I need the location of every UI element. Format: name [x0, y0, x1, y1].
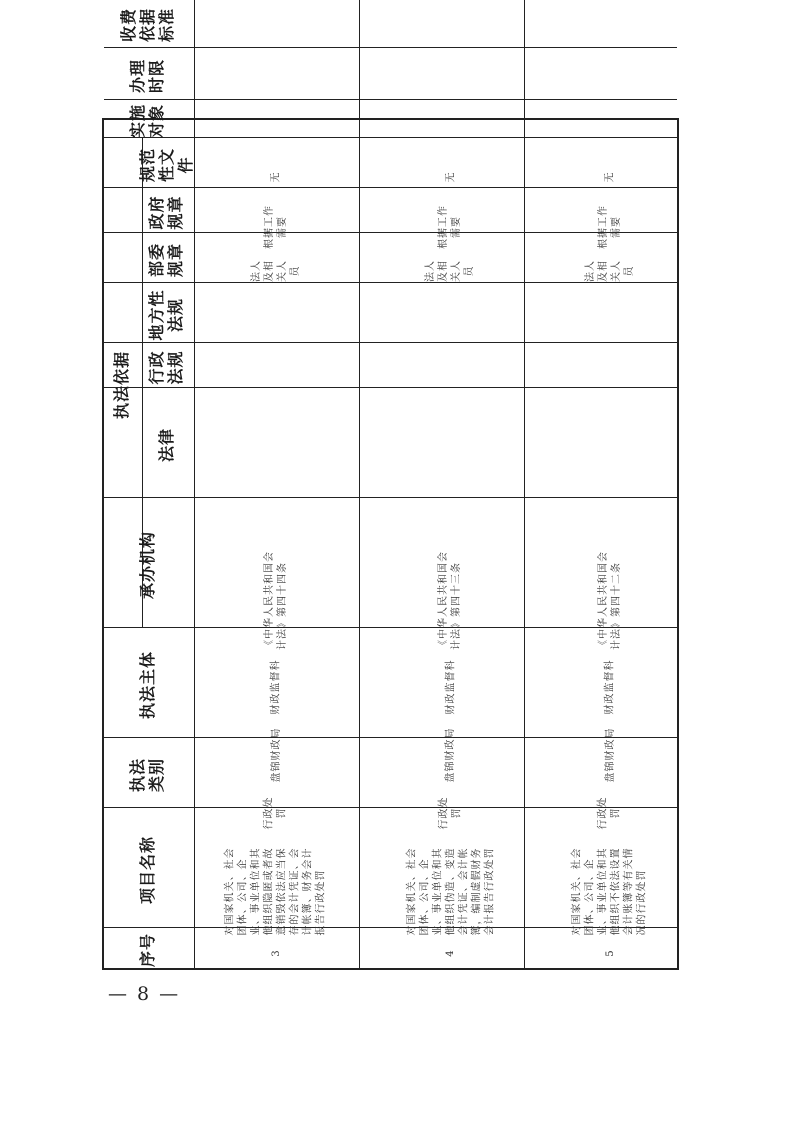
cell-text: 《中华人民共和国会计法》第四十二条	[597, 551, 622, 650]
cell-text: 无	[270, 171, 281, 182]
header-item-name: 项目名称	[137, 836, 157, 905]
cell-target	[357, 252, 543, 290]
header-dept-rule: 部委规章	[147, 243, 185, 278]
cell-text: 财政监督科	[604, 659, 615, 714]
cell-law	[543, 543, 676, 653]
cell-text	[410, 121, 490, 148]
header-category: 执法类别	[128, 758, 166, 793]
cell-target	[194, 252, 357, 290]
cell-text: 行政处罚	[263, 796, 288, 829]
cell-norm-doc	[194, 290, 357, 342]
cell-category	[194, 790, 357, 835]
cell-text	[410, 293, 490, 339]
cell-text: 法人及相关人员	[425, 260, 475, 282]
cell-text: 对国家机关、社会团体、公司、企业、事业单位和其他组织伪造、变造会计凭证、会计帐簿，编制虚假财务会计报告行政处罚	[405, 847, 495, 935]
cell-remark	[357, 118, 543, 151]
cell-text: 行政处罚	[597, 796, 622, 829]
cell-admin-reg	[194, 493, 357, 543]
cell-dept-rule	[194, 391, 357, 437]
cell-time-limit	[543, 202, 676, 252]
cell-text: 无	[604, 171, 615, 182]
cell-local-reg	[194, 437, 357, 493]
cell-text: 3	[270, 949, 281, 957]
cell-text: 根据工作需要	[597, 205, 622, 249]
cell-text: 《中华人民共和国会计法》第四十三条	[438, 551, 462, 650]
cell-text: 盘锦财政局	[444, 727, 456, 783]
cell-fee-basis	[194, 151, 357, 202]
header-gov-rule: 政府规章	[147, 195, 185, 230]
cell-text: 对国家机关、社会团体、公司、企业、事业单位和其他组织隐匿或者故意销毁依法应当保存的会计凭证、会计帐簿、财务会计报告行政处罚	[224, 847, 327, 935]
cell-subject	[543, 720, 676, 790]
cell-category	[543, 790, 676, 835]
cell-text	[236, 293, 316, 339]
cell-text	[570, 394, 650, 434]
cell-item-name	[357, 835, 543, 938]
cell-text: 《中华人民共和国会计法》第四十四条	[263, 551, 288, 650]
cell-remark	[194, 118, 357, 151]
cell-agency	[194, 653, 357, 720]
cell-time-limit	[194, 202, 357, 252]
cell-text	[570, 345, 650, 388]
cell-text: 盘锦财政局	[604, 727, 615, 783]
header-admin-reg: 行政法规	[147, 350, 185, 385]
cell-category	[357, 790, 543, 835]
cell-fee-basis	[357, 151, 543, 202]
header-subject: 执法主体	[137, 651, 157, 720]
cell-dept-rule	[543, 391, 676, 437]
cell-agency	[543, 653, 676, 720]
cell-admin-reg	[543, 493, 676, 543]
cell-item-name	[194, 835, 357, 938]
cell-text: 法人及相关人员	[584, 260, 635, 282]
cell-text	[410, 496, 490, 540]
cell-text: 盘锦财政局	[270, 727, 281, 783]
cell-admin-reg	[357, 493, 543, 543]
cell-text	[570, 121, 650, 148]
cell-text	[570, 440, 650, 490]
cell-local-reg	[357, 437, 543, 493]
cell-text	[410, 394, 490, 434]
header-target: 实施对象	[128, 104, 166, 139]
header-fee-basis: 收费依据标准	[118, 8, 176, 43]
header-basis-group: 执法依据	[111, 351, 131, 420]
header-local-reg: 地方性法规	[147, 289, 185, 341]
cell-text	[236, 121, 316, 148]
cell-text: 法人及相关人员	[250, 260, 301, 282]
cell-text: 根据工作需要	[438, 205, 462, 249]
cell-text: 对国家机关、社会团体、公司、企业、事业单位和其他组织不依法设置会计账簿等有关情况的行政处罚	[571, 847, 648, 935]
cell-text: 无	[444, 171, 456, 182]
cell-fee-basis	[543, 151, 676, 202]
cell-text	[410, 345, 490, 388]
cell-norm-doc	[543, 290, 676, 342]
cell-time-limit	[357, 202, 543, 252]
header-agency: 承办机构	[137, 531, 157, 600]
cell-law	[194, 543, 357, 653]
cell-text	[236, 496, 316, 540]
cell-text	[236, 345, 316, 388]
header-time-limit: 办理时限	[128, 59, 166, 94]
cell-text: 财政监督科	[444, 659, 456, 714]
cell-seq	[543, 938, 676, 968]
header-law: 法律	[156, 428, 176, 463]
cell-text: 行政处罚	[438, 796, 462, 829]
page-number: — 8 —	[108, 983, 181, 1005]
cell-text	[570, 293, 650, 339]
cell-gov-rule	[194, 342, 357, 391]
cell-text: 5	[604, 949, 615, 957]
cell-text	[236, 394, 316, 434]
cell-dept-rule	[357, 391, 543, 437]
cell-local-reg	[543, 437, 676, 493]
cell-item-name	[543, 835, 676, 938]
cell-agency	[357, 653, 543, 720]
cell-text	[236, 440, 316, 490]
cell-remark	[543, 118, 676, 151]
cell-subject	[357, 720, 543, 790]
cell-seq	[357, 938, 543, 968]
cell-law	[357, 543, 543, 653]
cell-text: 根据工作需要	[263, 205, 288, 249]
cell-target	[543, 252, 676, 290]
cell-text: 财政监督科	[270, 659, 281, 714]
cell-text	[570, 496, 650, 540]
cell-text: 4	[444, 949, 456, 957]
cell-gov-rule	[357, 342, 543, 391]
cell-gov-rule	[543, 342, 676, 391]
cell-subject	[194, 720, 357, 790]
cell-text	[410, 440, 490, 490]
header-norm-doc: 规范性文件	[137, 148, 195, 183]
header-seq: 序号	[137, 933, 157, 968]
cell-norm-doc	[357, 290, 543, 342]
cell-seq	[194, 938, 357, 968]
